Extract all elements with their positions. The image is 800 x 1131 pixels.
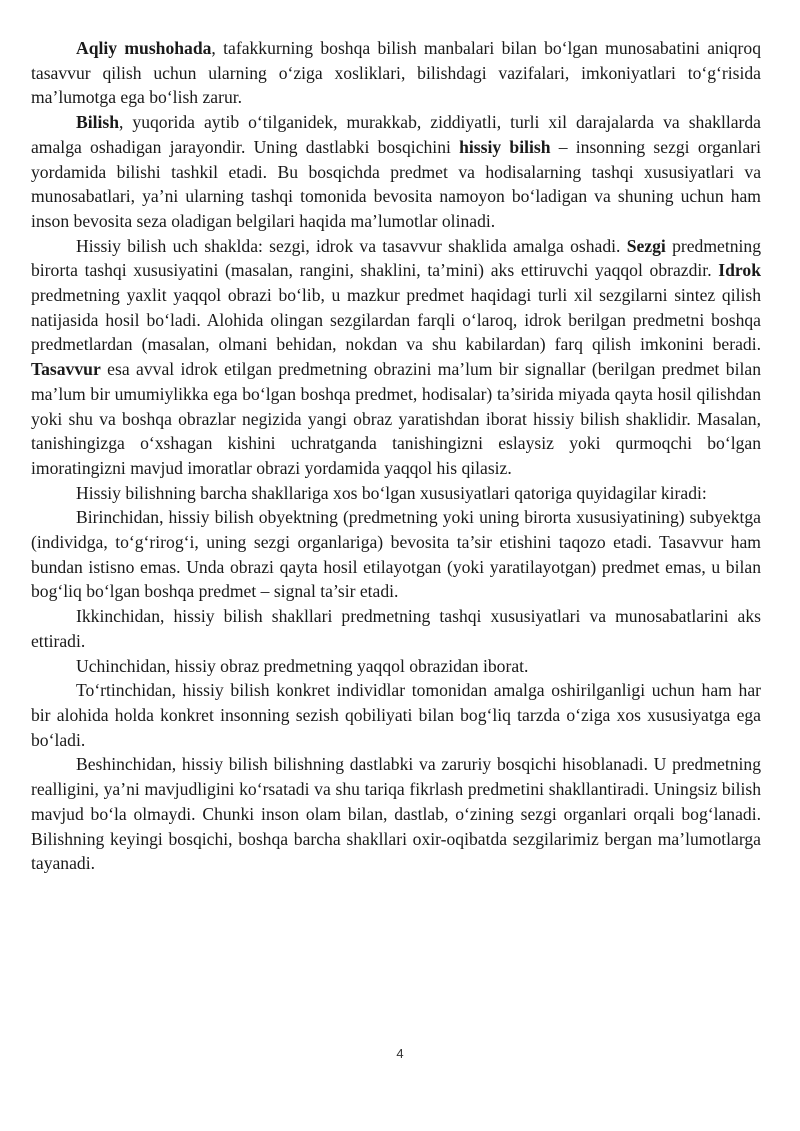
- text-run: Uchinchidan, hissiy obraz predmetning yaqqol obrazidan iborat.: [76, 655, 529, 676]
- text-run: Beshinchidan, hissiy bilish bilishning dastlabki va zaruriy bosqichi hisoblanadi. U predmetning realligini, ya’ni mavjudligini ko‘rsatadi va shu tariqa fikrlash predmetini shakllantiradi. Uningsiz bilish mavjud bo‘la olmaydi. Chunki inson olam bilan, dastlab, o‘zining sezgi organlari orqali bog‘lanadi. Bilishning keyingi bosqichi, boshqa barcha shakllari oxir-oqibatda sezgilarimiz bergan ma’lumotlarga tayanadi.: [31, 754, 761, 874]
- paragraph: [31, 654, 761, 679]
- page-number: 4: [396, 1046, 404, 1061]
- bold-term: Bilish: [76, 112, 120, 133]
- paragraph: [31, 752, 761, 876]
- text-run: Hissiy bilishning barcha shakllariga xos bo‘lgan xususiyatlari qatoriga quyidagilar kiradi:: [76, 482, 707, 503]
- text-run: , tafakkurning boshqa bilish manbalari bilan bo‘lgan munosabatini aniqroq tasavvur qilish uchun ularning o‘ziga xosliklari, bilishdagi vazifalari, imkoniyatlari to‘g‘risida ma’lumotga ega bo‘lish zarur.: [31, 38, 762, 108]
- text-run: predmetning yaxlit yaqqol obrazi bo‘lib, u mazkur predmet haqidagi turli xil sezgilarni sintez qilish natijasida hosil bo‘ladi. Alohida olingan sezgilardan farqli o‘laroq, idrok berilgan predmetni boshqa predmetlardan (masalan, olmani behidan, nokdan va shu kabilardan) farq qilish imkonini beradi.: [31, 285, 761, 355]
- bold-term: Aqliy mushohada: [76, 38, 212, 58]
- paragraph: [31, 505, 761, 604]
- paragraph: [31, 604, 761, 653]
- paragraph: [31, 36, 761, 110]
- paragraph: [31, 234, 761, 481]
- text-run: esa avval idrok etilgan predmetning obrazini ma’lum bir signallar (berilgan predmet bilan ma’lum bir umumiylikka ega bo‘lgan boshqa predmet, hodisalar) ta’sirida miyada qayta hosil qilishdan yoki shu va boshqa obrazlar negizida yangi obraz yaratishdan iborat hissiy bilish shaklidir. Masalan, tanishingizga o‘xshagan kishini uchratganda tanishingizni eslaysiz yoki qurmoqchi bo‘lgan imoratingizni mavjud imoratlar obrazi yordamida yaqqol his qilasiz.: [31, 359, 761, 478]
- bold-term: Sezgi: [626, 235, 666, 256]
- text-run: To‘rtinchidan, hissiy bilish konkret individlar tomonidan amalga oshirilganligi uchun ham har bir alohida holda konkret insonning sezish qobiliyati bilan bog‘liq tarzda o‘ziga xos xususiyatga ega bo‘ladi.: [31, 680, 761, 750]
- text-run: Birinchidan, hissiy bilish obyektning (predmetning yoki uning birorta xususiyatining) subyektga (individga, to‘g‘rirog‘i, uning sezgi organlariga) bevosita ta’sir etishini taqozo etadi. Tasavvur ham bundan istisno emas. Unda obrazi qayta hosil etilayotgan (yoki yaratilayotgan) predmet emas, u bilan bog‘liq bo‘lgan boshqa predmet – signal ta’sir etadi.: [31, 507, 761, 602]
- bold-term: hissiy bilish: [459, 136, 551, 157]
- paragraphs: [31, 36, 761, 876]
- text-run: , yuqorida aytib o‘tilganidek, murakkab, ziddiyatli, turli xil darajalarda va shakllarda amalga oshadigan jarayondir. Uning dastlabki bosqichini: [31, 112, 761, 157]
- paragraph: [31, 110, 761, 234]
- bold-term: Idrok: [718, 260, 761, 281]
- page-body: [31, 36, 761, 876]
- text-run: Ikkinchidan, hissiy bilish shakllari predmetning tashqi xususiyatlari va munosabatlarini aks ettiradi.: [31, 606, 761, 651]
- text-run: Hissiy bilish uch shaklda: sezgi, idrok va tasavvur shaklida amalga oshadi.: [76, 235, 627, 256]
- paragraph: [31, 678, 761, 752]
- paragraph: [31, 481, 761, 506]
- text-run: – insonning sezgi organlari yordamida bilishi tashkil etadi. Bu bosqichda predmet va hodisalarning tashqi xususiyatlari va munosabatlari, ya’ni ularning tashqi tomonida bevosita namoyon bo‘ladigan va shuning uchun ham inson bevosita seza oladigan belgilari haqida ma’lumotlar olinadi.: [31, 136, 761, 231]
- bold-term: Tasavvur: [31, 359, 101, 380]
- text-run: predmetning birorta tashqi xususiyatini (masalan, rangini, shaklini, ta’mini) aks ettiruvchi yaqqol obrazdir.: [31, 235, 761, 281]
